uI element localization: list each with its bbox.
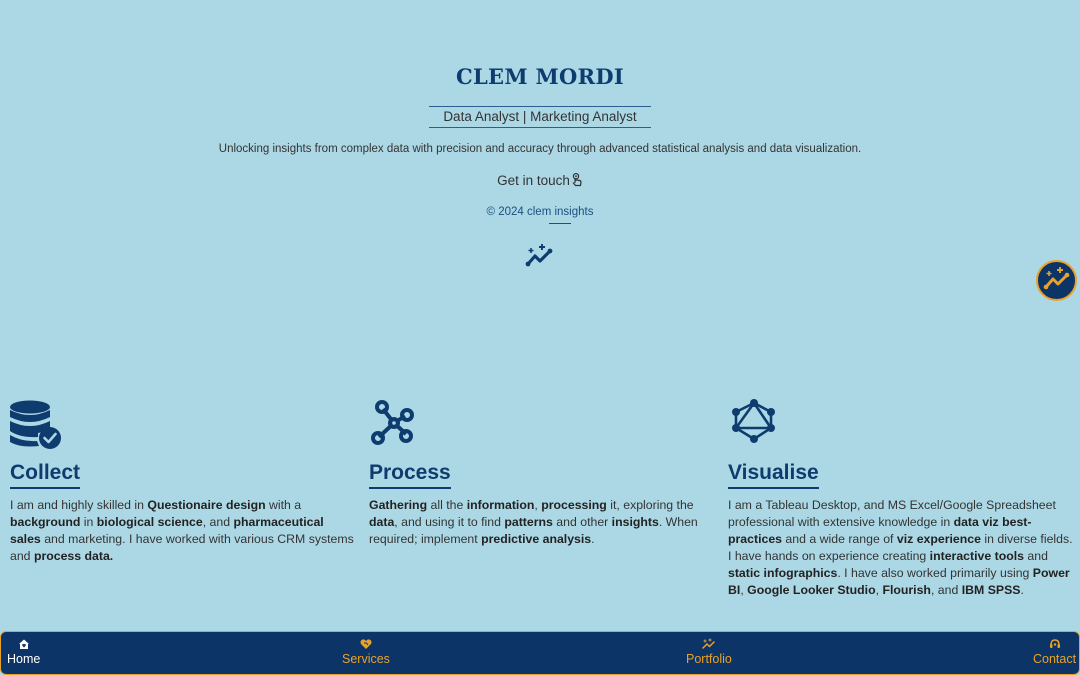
emphasis-text: processing	[541, 498, 607, 512]
emphasis-text: Gathering	[369, 498, 428, 512]
emphasis-text: Google Looker Studio	[747, 583, 876, 597]
emphasis-text: Questionaire design	[147, 498, 266, 512]
pointing-hand-icon	[571, 173, 583, 190]
emphasis-text: patterns	[504, 515, 553, 529]
service-title: Collect	[10, 460, 80, 489]
get-in-touch-link[interactable]	[0, 173, 1080, 190]
nav-portfolio[interactable]	[686, 638, 732, 667]
nav-label: Portfolio	[686, 652, 732, 666]
service-description: I am a Tableau Desktop, and MS Excel/Google Spreadsheet professional with extensive knowledge in data viz best-practices and a wide range of viz experience in diverse fields. I have hands on experience creating interactive tools and static infographics. I have also worked primarily using Power BI, Google Looker Studio, Flourish, and IBM SPSS.	[728, 498, 1073, 597]
hero-name: CLEM MORDI	[455, 64, 625, 89]
nav-contact[interactable]	[1033, 638, 1076, 667]
nav-label: Home	[7, 652, 41, 666]
headset-icon	[1033, 638, 1076, 650]
emphasis-text: Flourish	[882, 583, 931, 597]
handshake-heart-icon	[342, 638, 390, 650]
emphasis-text: Power BI	[728, 566, 1070, 597]
service-description: I am and highly skilled in Questionaire design with a background in biological science, and pharmaceutical sales and marketing. I have worked with various CRM systems and process data.	[10, 498, 354, 563]
nav-label: Services	[342, 652, 390, 666]
nav-home[interactable]	[7, 638, 40, 667]
home-icon	[7, 638, 40, 650]
sparkle-chart-icon	[1042, 266, 1072, 296]
network-nodes-icon	[369, 398, 714, 450]
sparkle-chart-icon	[525, 243, 555, 269]
database-check-icon	[10, 398, 355, 450]
service-title: Process	[369, 460, 451, 489]
service-visualise	[728, 398, 1073, 599]
hero-tagline: Unlocking insights from complex data with precision and accuracy through advanced statistical analysis and data visualization.	[218, 143, 862, 155]
emphasis-text: insights	[611, 515, 659, 529]
brand-link[interactable]: clem insights	[527, 206, 594, 218]
emphasis-text: data viz best-practices	[728, 515, 1032, 546]
emphasis-text: process data.	[33, 549, 114, 563]
emphasis-text: viz experience	[896, 532, 981, 546]
nav-label: Contact	[1033, 652, 1077, 666]
emphasis-text: interactive tools	[929, 549, 1024, 563]
emphasis-text: pharmaceutical sales	[10, 515, 324, 546]
floating-badge-button[interactable]	[1036, 260, 1077, 301]
copyright-year: © 2024	[486, 206, 524, 218]
sparkle-chart-icon	[686, 638, 732, 650]
emphasis-text: biological science	[96, 515, 203, 529]
emphasis-text: predictive analysis	[481, 532, 592, 546]
service-process	[369, 398, 714, 548]
emphasis-text: IBM SPSS	[961, 583, 1021, 597]
service-description: Gathering all the information, processing it, exploring the data, and using it to find patterns and other insights. When required; implement predictive analysis.	[369, 498, 698, 546]
emphasis-text: background	[10, 515, 81, 529]
service-title: Visualise	[728, 460, 819, 489]
service-collect	[10, 398, 355, 565]
emphasis-text: data	[369, 515, 395, 529]
emphasis-text: information	[466, 498, 535, 512]
emphasis-text: static infographics	[728, 566, 838, 580]
copyright	[0, 206, 1080, 218]
graph-triangle-icon	[728, 398, 1073, 450]
nav-services[interactable]	[342, 638, 390, 667]
hero-role: Data Analyst | Marketing Analyst	[429, 106, 651, 128]
bottom-navigation	[0, 631, 1080, 675]
get-in-touch-label: Get in touch	[497, 173, 570, 188]
